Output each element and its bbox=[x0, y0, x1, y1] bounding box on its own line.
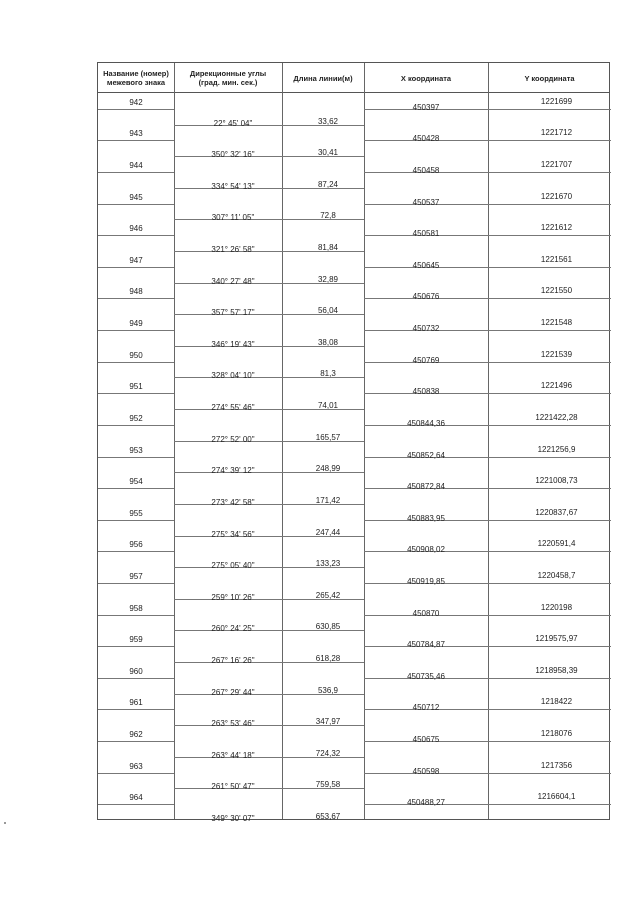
row-divider bbox=[98, 583, 174, 584]
point-name: 946 bbox=[129, 224, 143, 234]
line-length: 81,84 bbox=[317, 243, 339, 253]
directional-angle: 267° 16' 26" bbox=[211, 655, 255, 665]
point-name: 955 bbox=[129, 508, 143, 518]
row-divider bbox=[98, 267, 174, 268]
line-length: 56,04 bbox=[317, 306, 339, 316]
y-coordinate: 1218422 bbox=[540, 697, 573, 707]
point-name: 960 bbox=[129, 666, 143, 676]
row-divider bbox=[98, 235, 174, 236]
line-length: 248,99 bbox=[315, 464, 341, 474]
y-coordinate: 1221612 bbox=[540, 223, 573, 233]
header-length: Длина линии(м) bbox=[293, 73, 353, 83]
directional-angle: 272° 52' 00" bbox=[211, 434, 255, 444]
directional-angle: 334° 54' 13" bbox=[211, 181, 255, 191]
line-length: 133,23 bbox=[315, 559, 341, 569]
row-divider bbox=[98, 741, 174, 742]
point-name: 951 bbox=[129, 382, 143, 392]
x-coordinate: 450488,27 bbox=[407, 798, 445, 808]
y-coordinate: 1220198 bbox=[540, 602, 573, 612]
directional-angle: 274° 55' 46" bbox=[211, 403, 255, 413]
y-coordinate: 1219575,97 bbox=[535, 634, 578, 644]
point-name: 956 bbox=[129, 540, 143, 550]
point-name: 961 bbox=[129, 698, 143, 708]
x-coordinate: 450883,95 bbox=[407, 513, 445, 523]
point-name: 963 bbox=[129, 761, 143, 771]
row-divider bbox=[98, 393, 174, 394]
x-coordinate: 450712 bbox=[412, 703, 440, 713]
row-divider bbox=[98, 804, 174, 805]
point-name: 947 bbox=[129, 255, 143, 265]
y-coordinate: 1221670 bbox=[540, 191, 573, 201]
point-name: 948 bbox=[129, 287, 143, 297]
header-x: X координата bbox=[400, 73, 452, 83]
x-coordinate: 450769 bbox=[412, 355, 440, 365]
x-coordinate: 450838 bbox=[412, 387, 440, 397]
y-coordinate: 1221539 bbox=[540, 349, 573, 359]
directional-angle: 274° 39' 12" bbox=[211, 466, 255, 476]
directional-angle: 328° 04' 10" bbox=[211, 371, 255, 381]
point-name: 949 bbox=[129, 319, 143, 329]
row-divider bbox=[98, 109, 174, 110]
y-coordinate: 1220591,4 bbox=[537, 539, 576, 549]
line-length: 38,08 bbox=[317, 337, 339, 347]
x-coordinate: 450908,02 bbox=[407, 545, 445, 555]
header-angle: Дирекционные углы (град. мин. сек.) bbox=[189, 69, 267, 87]
x-coordinate: 450872,84 bbox=[407, 482, 445, 492]
row-divider bbox=[98, 425, 174, 426]
y-coordinate: 1217356 bbox=[540, 760, 573, 770]
line-length: 74,01 bbox=[317, 401, 339, 411]
row-divider bbox=[98, 646, 174, 647]
line-length: 630,85 bbox=[315, 622, 341, 632]
header-y: Y координата bbox=[524, 73, 575, 83]
point-name: 953 bbox=[129, 445, 143, 455]
directional-angle: 260° 24' 25" bbox=[211, 624, 255, 634]
line-length: 347,97 bbox=[315, 717, 341, 727]
row-divider bbox=[98, 520, 174, 521]
line-length: 81,3 bbox=[320, 369, 336, 379]
row-divider bbox=[98, 615, 174, 616]
y-coordinate: 1221712 bbox=[540, 128, 573, 138]
x-coordinate: 450428 bbox=[412, 134, 440, 144]
y-coordinate: 1221561 bbox=[540, 254, 573, 264]
point-name: 958 bbox=[129, 603, 143, 613]
directional-angle: 275° 34' 56" bbox=[211, 529, 255, 539]
directional-angle: 261° 50' 47" bbox=[211, 782, 255, 792]
y-coordinate: 1221008,73 bbox=[535, 476, 578, 486]
y-coordinate: 1221548 bbox=[540, 318, 573, 328]
x-coordinate: 450919,85 bbox=[407, 576, 445, 586]
row-divider bbox=[98, 488, 174, 489]
directional-angle: 273° 42' 58" bbox=[211, 497, 255, 507]
directional-angle: 307° 11' 05" bbox=[211, 213, 255, 223]
coordinates-table bbox=[97, 62, 610, 823]
line-length: 30,41 bbox=[317, 148, 339, 158]
line-length: 72,8 bbox=[320, 211, 336, 221]
row-divider bbox=[98, 298, 174, 299]
y-coordinate: 1221256,9 bbox=[537, 444, 576, 454]
point-name: 954 bbox=[129, 477, 143, 487]
x-coordinate: 450735,46 bbox=[407, 671, 445, 681]
row-divider bbox=[98, 773, 174, 774]
point-name: 959 bbox=[129, 635, 143, 645]
y-coordinate: 1221422,28 bbox=[535, 412, 578, 422]
row-divider bbox=[98, 172, 174, 173]
row-divider bbox=[98, 551, 174, 552]
point-name: 962 bbox=[129, 729, 143, 739]
y-coordinate: 1221550 bbox=[540, 286, 573, 296]
x-coordinate: 450537 bbox=[412, 197, 440, 207]
directional-angle: 346° 19' 43" bbox=[211, 339, 255, 349]
line-length: 87,24 bbox=[317, 179, 339, 189]
row-divider bbox=[98, 678, 174, 679]
line-length: 536,9 bbox=[317, 685, 339, 695]
line-length: 247,44 bbox=[315, 527, 341, 537]
directional-angle: 275° 05' 40" bbox=[211, 561, 255, 571]
row-divider bbox=[98, 709, 174, 710]
y-coordinate: 1218958,39 bbox=[535, 665, 578, 675]
point-name: 945 bbox=[129, 192, 143, 202]
point-name: 942 bbox=[129, 97, 143, 107]
point-name: 952 bbox=[129, 413, 143, 423]
directional-angle: 267° 29' 44" bbox=[211, 687, 255, 697]
x-coordinate: 450598 bbox=[412, 766, 440, 776]
directional-angle: 22° 45' 04" bbox=[213, 118, 253, 128]
directional-angle: 357° 57' 17" bbox=[211, 308, 255, 318]
y-coordinate: 1221699 bbox=[540, 96, 573, 106]
x-coordinate: 450732 bbox=[412, 324, 440, 334]
line-length: 618,28 bbox=[315, 653, 341, 663]
directional-angle: 349° 30' 07" bbox=[211, 814, 255, 823]
directional-angle: 263° 53' 46" bbox=[211, 719, 255, 729]
line-length: 759,58 bbox=[315, 780, 341, 790]
scan-artifact bbox=[4, 822, 6, 824]
line-length: 32,89 bbox=[317, 274, 339, 284]
y-coordinate: 1220458,7 bbox=[537, 570, 576, 580]
line-length: 724,32 bbox=[315, 748, 341, 758]
x-coordinate: 450458 bbox=[412, 166, 440, 176]
x-coordinate: 450581 bbox=[412, 229, 440, 239]
point-name: 950 bbox=[129, 350, 143, 360]
directional-angle: 350° 32' 16" bbox=[211, 150, 255, 160]
row-divider bbox=[98, 457, 174, 458]
point-name: 944 bbox=[129, 161, 143, 171]
x-coordinate: 450784,87 bbox=[407, 640, 445, 650]
x-coordinate: 450852,64 bbox=[407, 450, 445, 460]
line-length: 265,42 bbox=[315, 590, 341, 600]
directional-angle: 259° 10' 26" bbox=[211, 592, 255, 602]
directional-angle: 321° 26' 58" bbox=[211, 245, 255, 255]
y-coordinate: 1221496 bbox=[540, 381, 573, 391]
x-coordinate: 450870 bbox=[412, 608, 440, 618]
y-coordinate: 1221707 bbox=[540, 160, 573, 170]
x-coordinate: 450397 bbox=[412, 102, 440, 112]
x-coordinate: 450844,36 bbox=[407, 418, 445, 428]
point-name: 943 bbox=[129, 129, 143, 139]
x-coordinate: 450675 bbox=[412, 734, 440, 744]
x-coordinate: 450645 bbox=[412, 260, 440, 270]
header-name: Название (номер) межевого знака bbox=[103, 69, 169, 87]
point-name: 964 bbox=[129, 793, 143, 803]
row-divider bbox=[98, 140, 174, 141]
y-coordinate: 1220837,67 bbox=[535, 507, 578, 517]
directional-angle: 340° 27' 48" bbox=[211, 276, 255, 286]
row-divider bbox=[98, 204, 174, 205]
point-name: 957 bbox=[129, 571, 143, 581]
x-coordinate: 450676 bbox=[412, 292, 440, 302]
row-divider bbox=[98, 362, 174, 363]
directional-angle: 263° 44' 18" bbox=[211, 750, 255, 760]
line-length: 653,67 bbox=[315, 812, 341, 821]
y-coordinate: 1216604,1 bbox=[537, 792, 576, 802]
y-coordinate: 1218076 bbox=[540, 728, 573, 738]
line-length: 165,57 bbox=[315, 432, 341, 442]
line-length: 171,42 bbox=[315, 495, 341, 505]
row-divider bbox=[98, 330, 174, 331]
line-length: 33,62 bbox=[317, 116, 339, 126]
